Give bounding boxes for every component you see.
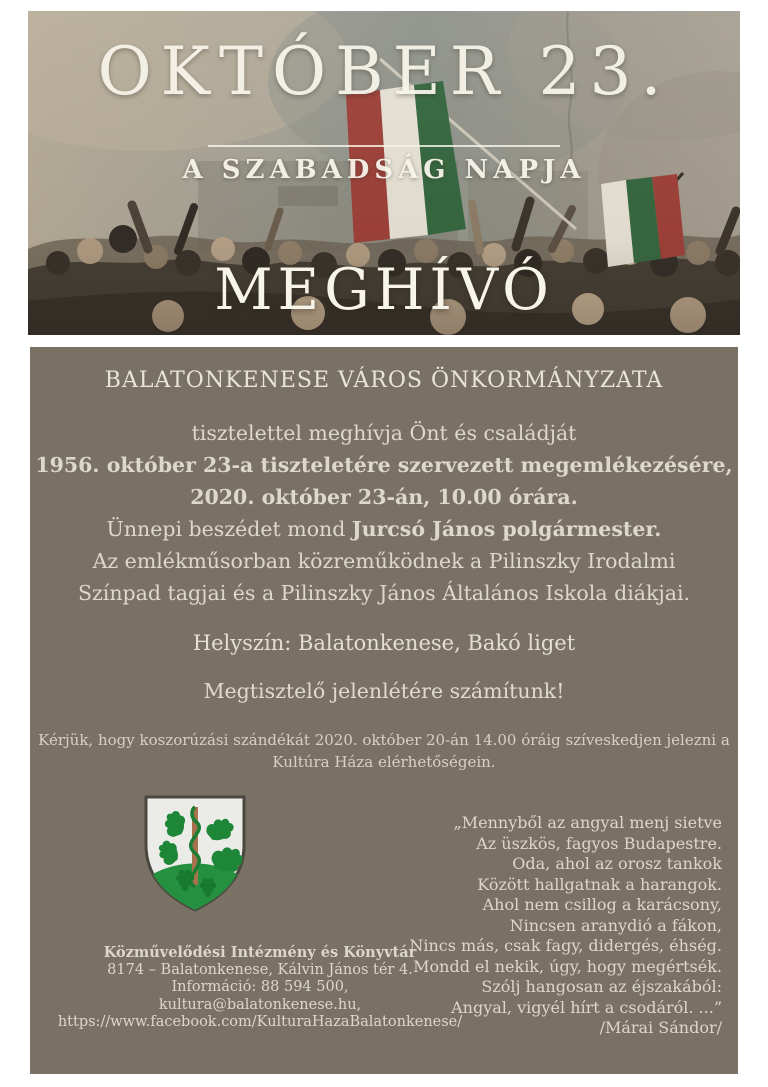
closing-line: Megtisztelő jelenlétére számítunk! (203, 679, 565, 703)
invite-line: tisztelettel meghívja Önt és családját (191, 421, 577, 445)
poem-line: Mondd el nekik, úgy, hogy megértsék. (413, 956, 722, 976)
poem-line: Között hallgatnak a harangok. (477, 874, 722, 894)
poem-author: /Márai Sándor/ (599, 1018, 722, 1037)
institution-facebook-url: https://www.facebook.com/KulturaHazaBalatonkenese/ (57, 1014, 463, 1030)
invite-line-datetime: 2020. október 23-án, 10.00 órára. (190, 485, 578, 509)
invitation-panel (30, 347, 738, 1074)
poem-line: Angyal, vigyél hírt a csodáról. ...” (451, 997, 722, 1017)
organizer-name: BALATONKENESE VÁROS ÖNKORMÁNYZATA (104, 368, 664, 393)
speaker-prefix: Ünnepi beszédet mond (106, 517, 352, 541)
poem-line: Az üszkös, fagyos Budapestre. (476, 833, 722, 853)
rsvp-note (30, 729, 738, 773)
rsvp-note-line1: Kérjük, hogy koszorúzási szándékát 2020. október 20-án 14.00 óráig szíveskedjen jelezni a (38, 731, 730, 749)
poem-quote (392, 813, 722, 1039)
institution-phone: Információ: 88 594 500, (171, 979, 349, 995)
balatonkenese-coat-of-arms (140, 793, 250, 915)
poem-line: Szólj hangosan az éjszakából: (481, 977, 722, 996)
event-location: Helyszín: Balatonkenese, Bakó liget (192, 631, 576, 655)
poem-line: „Mennyből az angyal menj sietve (453, 813, 722, 832)
invitation-body (30, 417, 738, 609)
institution-address: 8174 – Balatonkenese, Kálvin János tér 4. (107, 961, 413, 978)
hero-divider-line (208, 145, 560, 147)
invite-line-speaker (30, 513, 738, 545)
poem-line: Ahol nem csillog a karácsony, (482, 895, 722, 914)
invite-line-program1: Az emlékműsorban közreműködnek a Pilinszky Irodalmi (92, 549, 676, 573)
invitation-heading: MEGHÍVÓ (214, 257, 554, 323)
poem-line: Nincs más, csak fagy, didergés, éhség. (409, 936, 722, 955)
poem-line: Oda, ahol az orosz tankok (512, 854, 722, 873)
speaker-name: Jurcsó János polgármester. (351, 517, 662, 541)
rsvp-note-line2: Kultúra Háza elérhetőségein. (272, 753, 496, 771)
institution-name: Közművelődési Intézmény és Könyvtár (103, 944, 417, 961)
institution-email: kultura@balatonkenese.hu, (158, 996, 362, 1013)
invite-line-event: 1956. október 23-a tiszteletére szervezett megemlékezésére, (35, 453, 733, 477)
hero-subtitle: A SZABADSÁG NAPJA (182, 155, 586, 185)
hero-title: OKTÓBER 23. (97, 33, 671, 110)
hero-photo (28, 11, 740, 335)
invite-line-program2: Színpad tagjai és a Pilinszky János Általános Iskola diákjai. (77, 581, 691, 605)
poem-line: Nincsen aranydió a fákon, (509, 915, 722, 935)
